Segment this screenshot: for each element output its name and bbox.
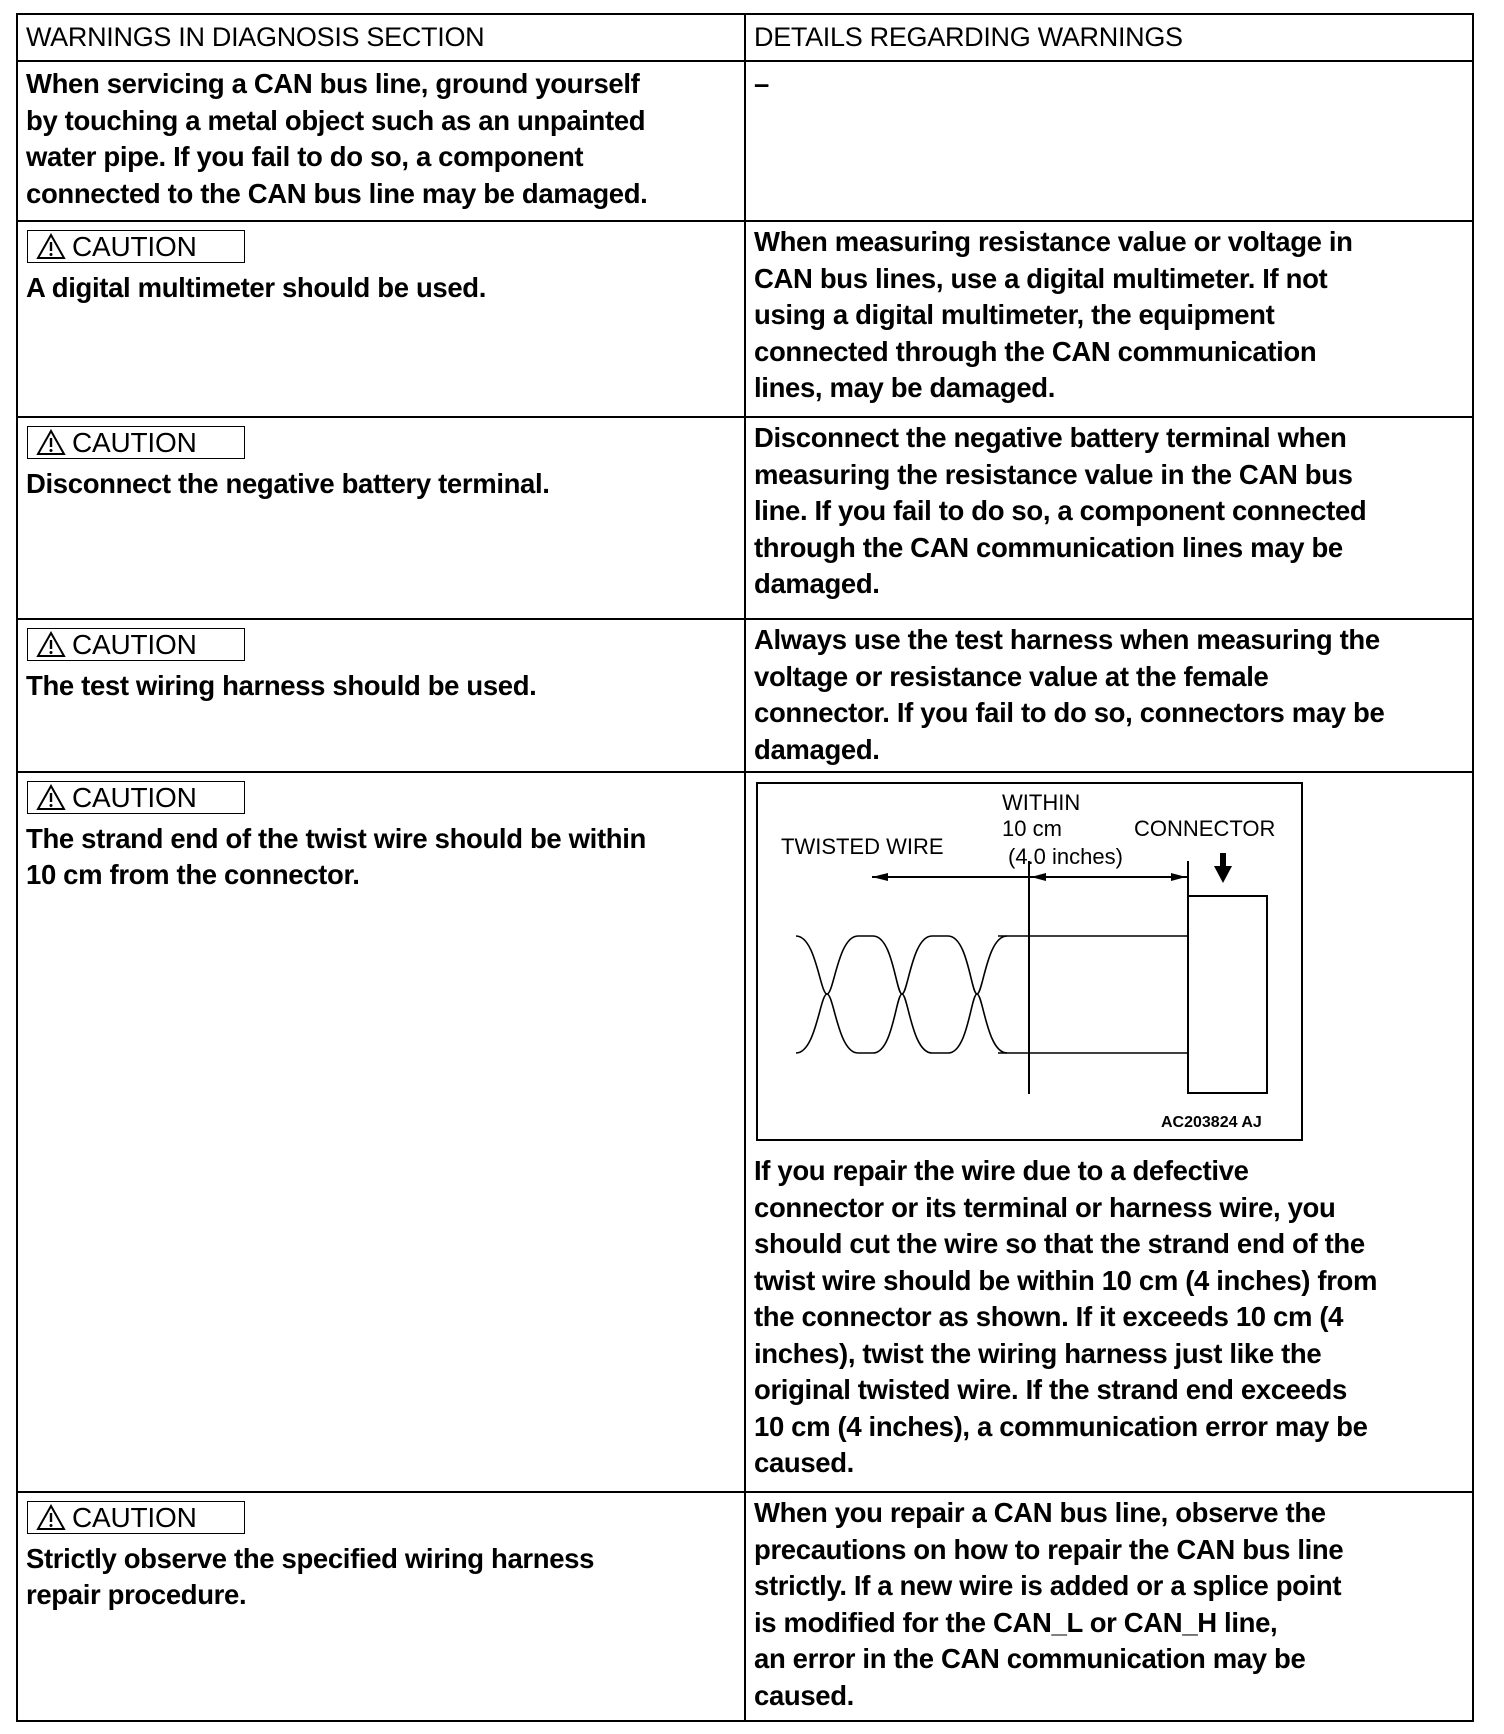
details-text: measuring the resistance value in the CAN bus [754,458,1353,490]
details-text: caused. [754,1447,854,1478]
details-text: 10 cm (4 inches), a communication error may be [754,1410,1368,1442]
warning-triangle-icon [36,631,66,658]
caution-label: CAUTION [72,427,197,458]
details-text: connector or its terminal or harness wire, you [754,1191,1336,1223]
table-row [18,418,1472,620]
warning-cell [18,773,746,1491]
warning-text: 10 cm from the connector. [26,859,360,890]
details-cell [746,620,1472,771]
details-text: When measuring resistance value or voltage in [754,226,1353,257]
warning-cell [18,1493,746,1720]
warning-text: When servicing a CAN bus line, ground yourself [26,68,640,99]
details-cell [746,62,1472,220]
details-text: lines, may be damaged. [754,372,1056,403]
table-row [18,773,1472,1493]
warning-cell [18,222,746,416]
twisted-wire-diagram [756,782,1303,1141]
details-text: If you repair the wire due to a defective [754,1155,1249,1186]
warning-text: A digital multimeter should be used. [26,271,487,303]
within-label: WITHIN [1002,790,1081,815]
details-text: twist wire should be within 10 cm (4 inches) from [754,1264,1378,1296]
caution-badge [27,1501,245,1534]
warning-text: The strand end of the twist wire should be within [26,822,646,854]
twisted-wire-label: TWISTED WIRE [781,834,944,859]
caution-badge [27,781,245,814]
table-row [18,1493,1472,1720]
distance-cm-label: 10 cm [1002,816,1062,841]
warning-triangle-icon [36,429,66,456]
caution-label: CAUTION [72,1502,197,1533]
details-text: Disconnect the negative battery terminal when [754,422,1347,453]
details-text: through the CAN communication lines may be [754,531,1343,563]
details-text: should cut the wire so that the strand end of the [754,1228,1365,1259]
details-cell [746,418,1472,618]
details-text: Always use the test harness when measuring the [754,624,1380,655]
warning-text: connected to the CAN bus line may be damaged. [26,177,648,209]
warning-text: Disconnect the negative battery terminal. [26,467,550,499]
details-text: voltage or resistance value at the female [754,660,1269,692]
warning-text: Strictly observe the specified wiring harness [26,1542,595,1574]
table-row [18,620,1472,773]
warning-triangle-icon [36,1504,66,1531]
details-text: the connector as shown. If it exceeds 10 cm (4 [754,1301,1344,1332]
figure-code: AC203824 AJ [1161,1114,1262,1131]
details-text: caused. [754,1679,854,1711]
warning-text: repair procedure. [26,1579,247,1610]
down-arrow-icon [1214,853,1232,883]
caution-badge [27,628,245,661]
details-text: – [754,68,769,99]
details-cell [746,222,1472,416]
details-text: CAN bus lines, use a digital multimeter. If not [754,262,1328,294]
details-text: connector. If you fail to do so, connectors may be [754,697,1385,728]
table-header-row [18,15,1472,62]
warning-cell [18,418,746,618]
caution-badge [27,426,245,459]
warning-triangle-icon [36,233,66,260]
details-cell [746,1493,1472,1720]
connector-label: CONNECTOR [1134,816,1276,841]
details-text: connected through the CAN communication [754,335,1317,367]
caution-label: CAUTION [72,629,197,660]
details-text-block [754,1153,1377,1482]
warning-text: by touching a metal object such as an unpainted [26,104,646,136]
details-text: damaged. [754,733,880,765]
arrow-left-icon [872,873,888,881]
details-text: is modified for the CAN_L or CAN_H line, [754,1606,1278,1638]
details-text: precautions on how to repair the CAN bus line [754,1533,1344,1565]
connector-box [1188,896,1267,1093]
warning-text: The test wiring harness should be used. [26,669,537,701]
warning-cell [18,62,746,220]
warning-text: water pipe. If you fail to do so, a component [26,141,584,172]
details-text: damaged. [754,568,880,599]
header-warnings: WARNINGS IN DIAGNOSIS SECTION [18,15,746,60]
details-text: inches), twist the wiring harness just like the [754,1337,1322,1369]
caution-label: CAUTION [72,782,197,813]
arrow-left-icon [1031,873,1046,881]
table-row [18,222,1472,418]
warning-triangle-icon [36,784,66,811]
header-details: DETAILS REGARDING WARNINGS [754,22,1183,52]
details-text: an error in the CAN communication may be [754,1643,1306,1674]
warning-cell [18,620,746,771]
twisted-wire-illustration [758,784,1301,1139]
distance-in-label: (4.0 inches) [1008,844,1123,869]
table-row [18,62,1472,222]
details-cell [746,773,1472,1491]
arrow-right-icon [1171,873,1186,881]
details-text: strictly. If a new wire is added or a splice point [754,1570,1342,1601]
caution-badge [27,230,245,263]
caution-label: CAUTION [72,231,197,262]
warnings-table [16,13,1474,1722]
details-text: When you repair a CAN bus line, observe the [754,1497,1326,1528]
details-text: original twisted wire. If the strand end exceeds [754,1374,1347,1405]
details-text: line. If you fail to do so, a component connected [754,495,1367,526]
details-text: using a digital multimeter, the equipment [754,299,1275,330]
